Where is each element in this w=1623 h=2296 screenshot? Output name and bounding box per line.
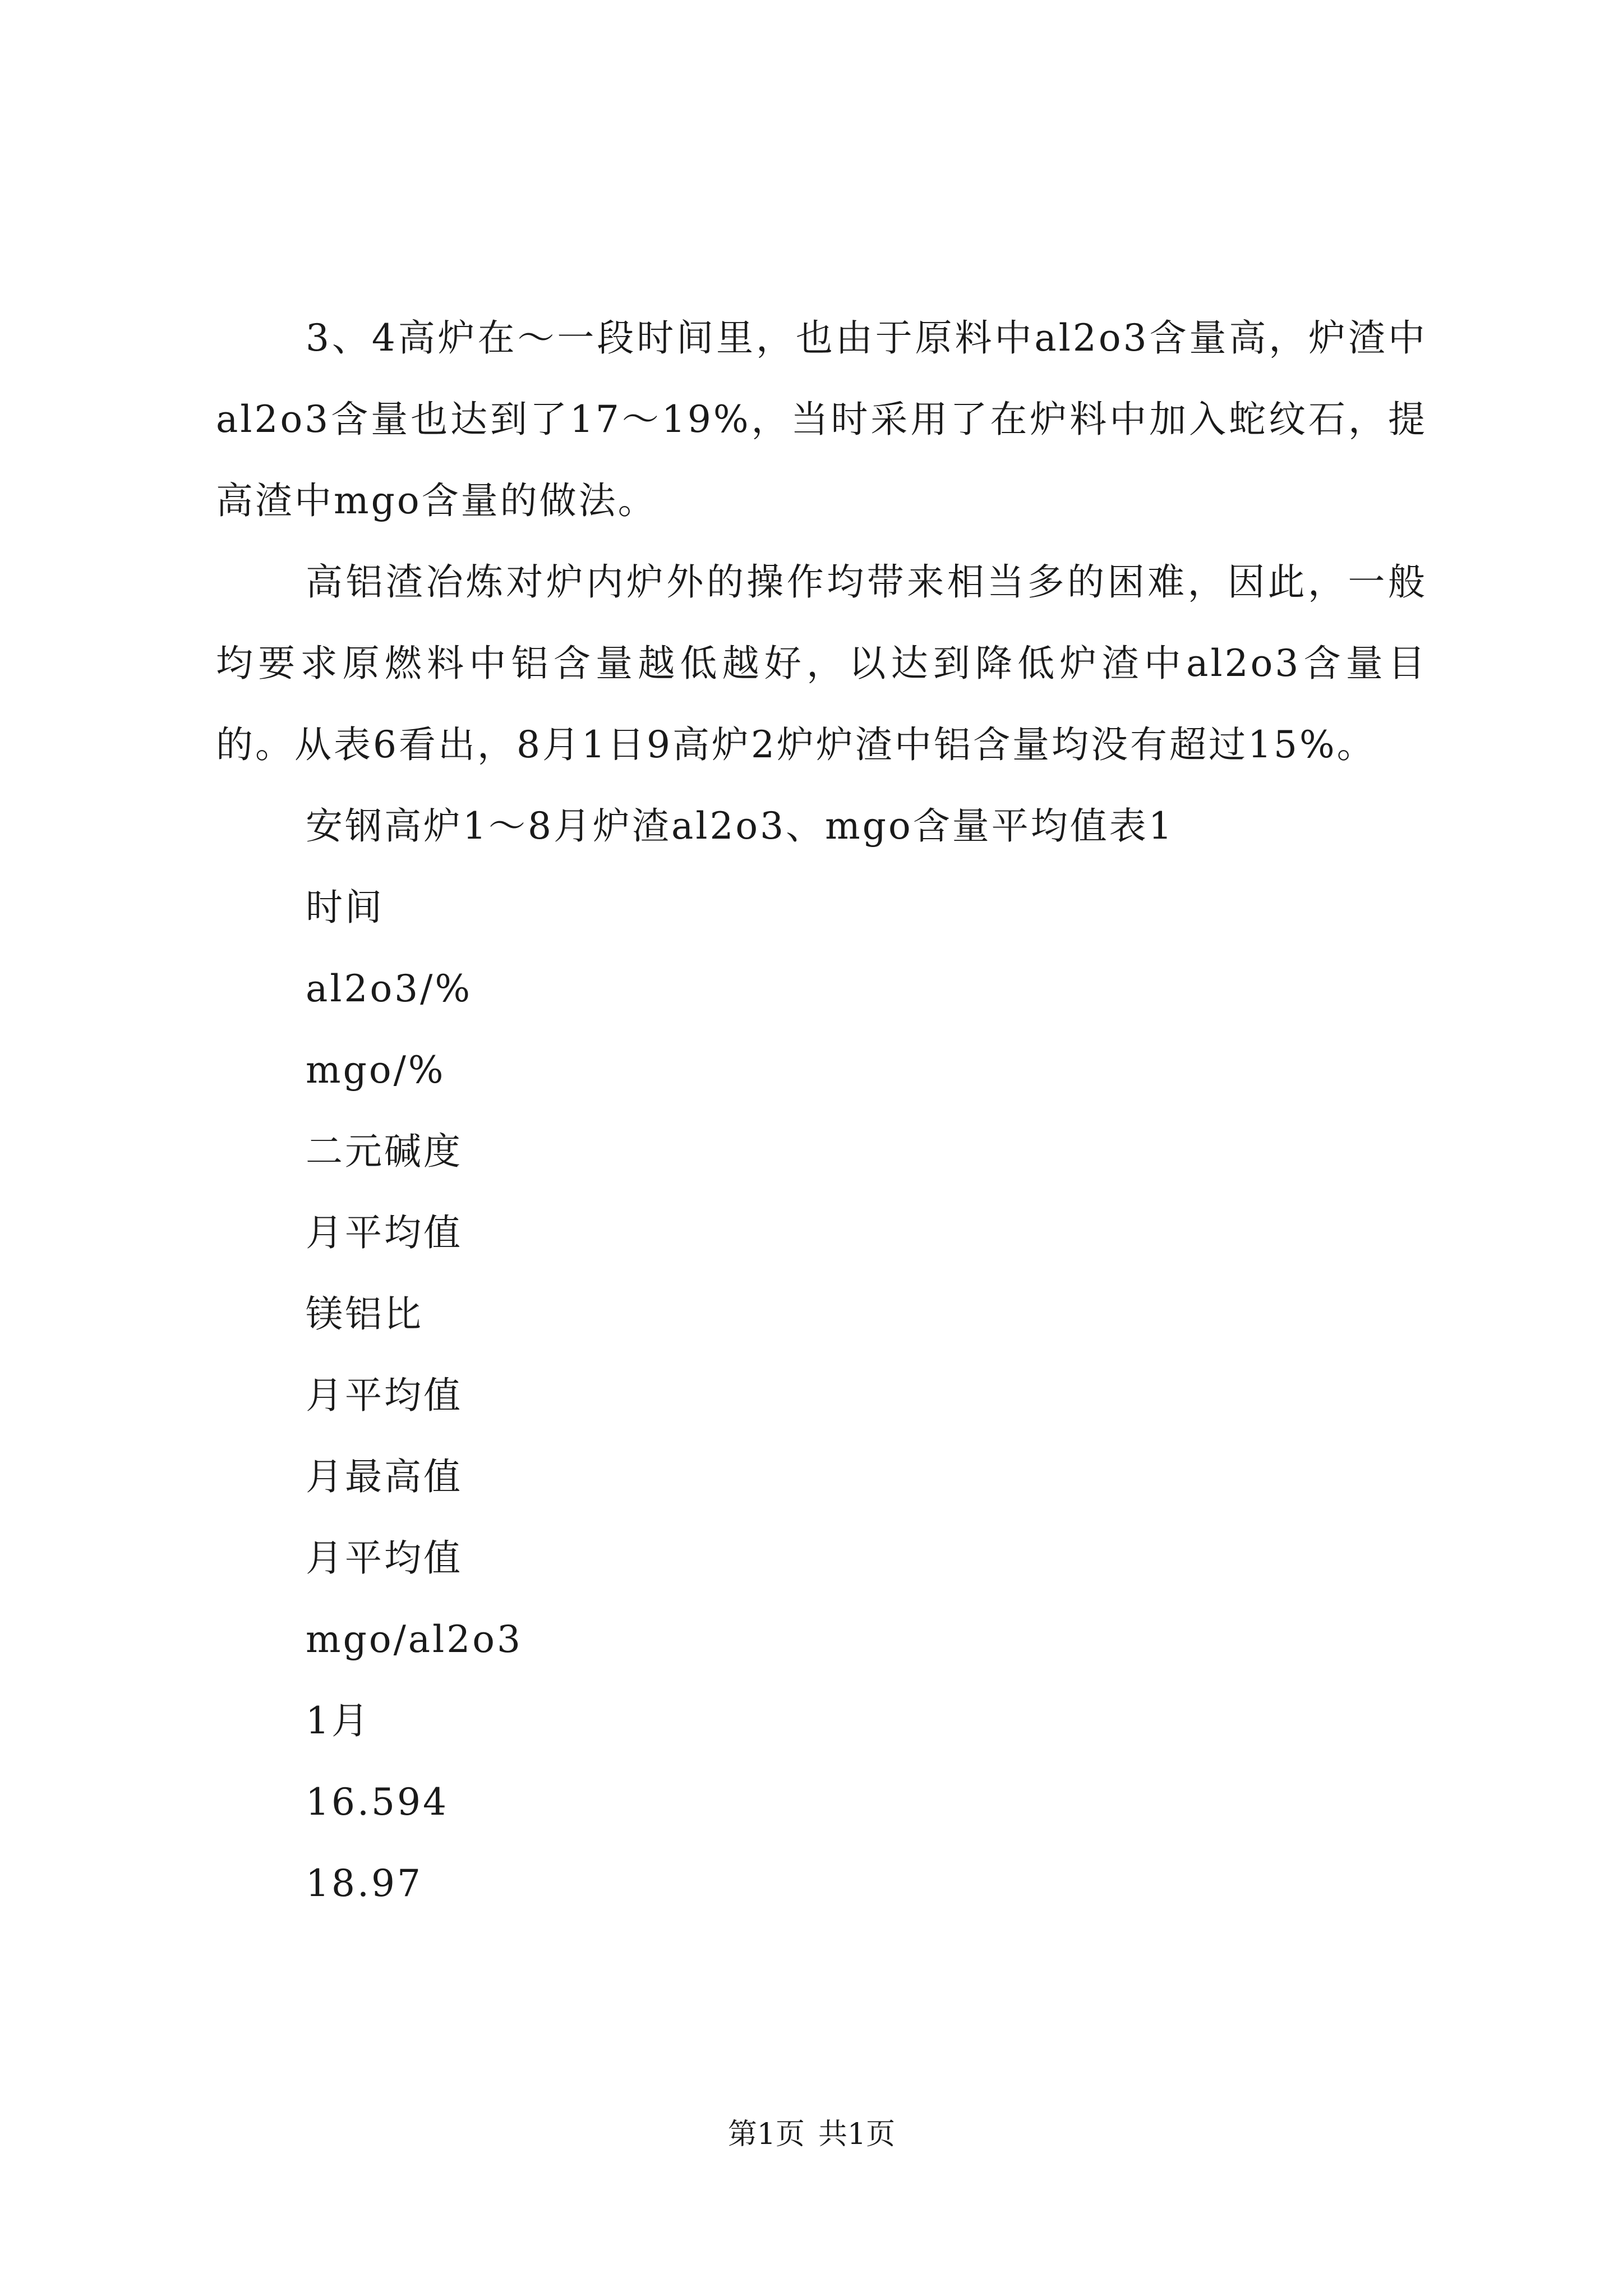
paragraph: 3、4高炉在～一段时间里，也由于原料中al2o3含量高，炉渣中al2o3含量也达到了17～19%，当时采用了在炉料中加入蛇纹石，提高渣中mgo含量的做法。 bbox=[216, 316, 1427, 522]
document-body bbox=[216, 297, 1427, 1924]
page-number: 第1页 bbox=[727, 2118, 805, 2151]
table-line: 18.97 bbox=[306, 1862, 423, 1905]
table-text-lines bbox=[216, 785, 1427, 1924]
table-line: 月平均值 bbox=[306, 1211, 463, 1254]
table-line: al2o3/% bbox=[306, 967, 473, 1010]
table-line: 镁铝比 bbox=[306, 1292, 423, 1336]
table-line: mgo/% bbox=[306, 1048, 446, 1092]
paragraph: 高铝渣冶炼对炉内炉外的操作均带来相当多的困难，因此，一般均要求原燃料中铝含量越低越好，以达到降低炉渣中al2o3含量目的。从表6看出，8月1日9高炉2炉炉渣中铝含量均没有超过15%。 bbox=[216, 560, 1427, 766]
table-line: 月平均值 bbox=[306, 1536, 463, 1580]
table-line: 月最高值 bbox=[306, 1455, 463, 1498]
table-line: 16.594 bbox=[306, 1780, 449, 1824]
table-line: 时间 bbox=[306, 886, 384, 929]
table-line: mgo/al2o3 bbox=[306, 1618, 523, 1661]
table-line: 二元碱度 bbox=[306, 1130, 463, 1173]
page-total: 共1页 bbox=[818, 2118, 896, 2151]
table-caption: 安钢高炉1～8月炉渣al2o3、mgo含量平均值表1 bbox=[306, 804, 1174, 848]
table-line: 1月 bbox=[306, 1699, 371, 1742]
table-line: 月平均值 bbox=[306, 1374, 463, 1417]
page-footer bbox=[0, 2115, 1623, 2154]
